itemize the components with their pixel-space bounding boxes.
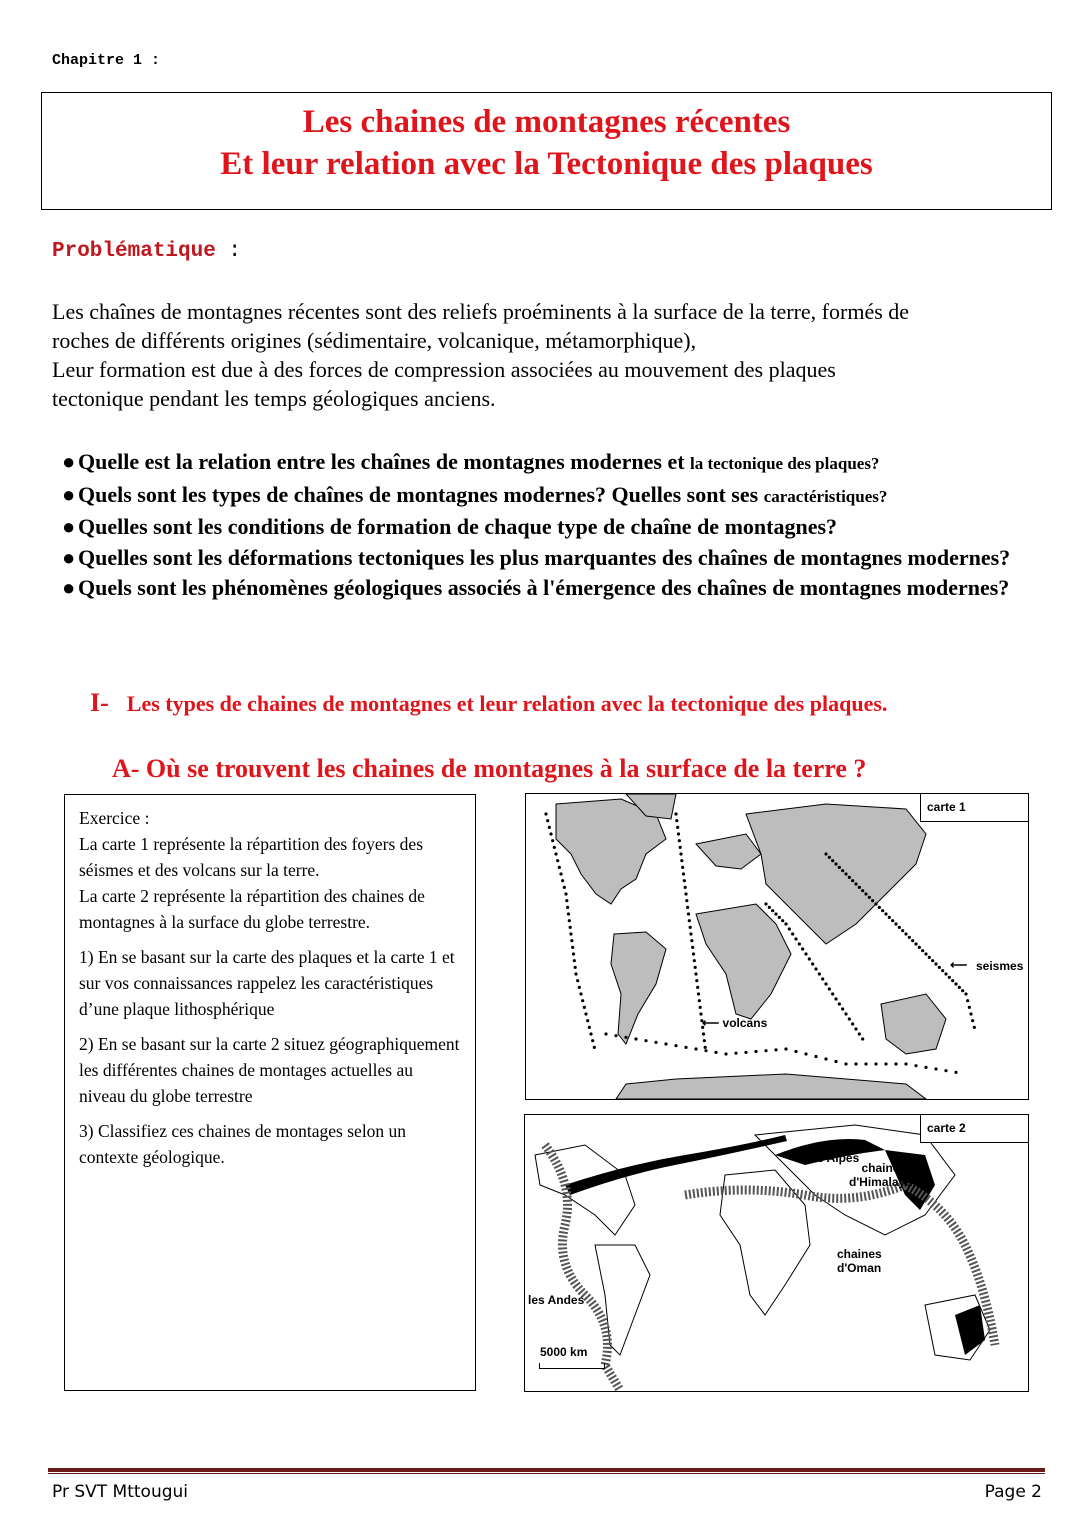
south-america-outline — [595, 1245, 650, 1355]
seism-dot — [694, 1047, 697, 1050]
seism-dot — [854, 1027, 857, 1030]
seism-dot — [854, 882, 857, 885]
question-1-small: la tectonique des plaques? — [690, 454, 880, 473]
seism-dot — [874, 1062, 877, 1065]
problematique-heading — [52, 240, 241, 263]
seism-dot — [954, 1071, 957, 1074]
oman-label-2: d'Oman — [837, 1261, 882, 1275]
seism-dot — [788, 927, 791, 930]
map-2-label: carte 2 — [920, 1115, 1028, 1143]
seism-dot — [824, 1057, 827, 1060]
seism-dot — [824, 852, 827, 855]
question-2 — [62, 480, 1052, 513]
map-2-graphic — [525, 1115, 1029, 1392]
footer-author: Pr SVT Mttougui — [52, 1482, 189, 1502]
seism-dot — [938, 966, 941, 969]
seism-dot — [679, 852, 682, 855]
arrow-left-icon: ⟵ — [702, 1016, 723, 1030]
seism-dot — [834, 862, 837, 865]
volcans-label: volcans — [722, 1016, 768, 1030]
question-1-text: Quelle est la relation entre les chaînes de montagnes modernes et — [78, 449, 691, 474]
question-2-text: Quels sont les types de chaînes de montagnes modernes? Quelles sont ses — [78, 481, 764, 507]
seism-dot — [564, 892, 567, 895]
europe-shape — [696, 834, 761, 869]
seism-dot — [589, 1032, 592, 1035]
seism-dot — [565, 899, 568, 902]
alpes-annotation: les Alpes — [807, 1151, 860, 1165]
seism-dot — [568, 919, 571, 922]
seismes-annotation — [950, 958, 1024, 973]
seism-dot — [584, 1012, 587, 1015]
seism-dot — [764, 902, 767, 905]
seism-dot — [841, 1007, 844, 1010]
seism-dot — [851, 879, 854, 882]
seism-dot — [781, 919, 784, 922]
footer-page-number: Page 2 — [984, 1482, 1042, 1502]
seism-dot — [858, 886, 861, 889]
scale-label: 5000 km — [540, 1345, 588, 1359]
seism-dot — [934, 962, 937, 965]
exercise-heading: Exercice : — [79, 808, 150, 828]
question-5 — [62, 573, 1052, 604]
seism-dot — [834, 1060, 837, 1063]
seism-dot — [680, 859, 683, 862]
title-box — [41, 92, 1052, 210]
seism-dot — [683, 879, 686, 882]
australia-shape — [881, 994, 946, 1054]
seism-dot — [559, 872, 562, 875]
question-3 — [62, 512, 1052, 543]
andes-annotation: les Andes — [528, 1293, 585, 1307]
seism-dot — [944, 1069, 947, 1072]
seism-dot — [969, 1012, 972, 1015]
seism-dot — [554, 852, 557, 855]
seismes-label: seismes — [976, 959, 1024, 973]
antarctica-shape — [616, 1074, 926, 1099]
oman-label-1: chaines — [837, 1247, 882, 1261]
exercise-box — [64, 794, 476, 1391]
seism-dot — [828, 856, 831, 859]
seism-dot — [692, 952, 695, 955]
seism-dot — [971, 1019, 974, 1022]
seism-dot — [911, 939, 914, 942]
seism-dot — [682, 872, 685, 875]
seism-dot — [574, 972, 577, 975]
seism-dot — [904, 1062, 907, 1065]
seism-dot — [688, 919, 691, 922]
seism-dot — [678, 839, 681, 842]
seism-dot — [579, 992, 582, 995]
seism-dot — [644, 1039, 647, 1042]
map-1-label: carte 1 — [920, 794, 1028, 822]
seism-dot — [914, 1064, 917, 1067]
section-1-number: I- — [90, 688, 109, 717]
seism-dot — [687, 912, 690, 915]
seism-dot — [684, 886, 687, 889]
seism-dot — [831, 992, 834, 995]
seism-dot — [567, 912, 570, 915]
seism-dot — [824, 982, 827, 985]
seism-dot — [702, 1032, 705, 1035]
seism-dot — [811, 962, 814, 965]
seism-dot — [934, 1067, 937, 1070]
seism-dot — [948, 976, 951, 979]
seism-dot — [924, 1066, 927, 1069]
oman-annotation — [837, 1247, 882, 1275]
seism-dot — [871, 899, 874, 902]
seism-dot — [861, 1037, 864, 1040]
seism-dot — [798, 942, 801, 945]
seism-dot — [583, 1006, 586, 1009]
exercise-intro — [79, 805, 461, 935]
seism-dot — [928, 956, 931, 959]
seism-dot — [548, 826, 551, 829]
seism-dot — [553, 846, 556, 849]
australia-band — [955, 1305, 985, 1355]
question-1 — [62, 447, 1052, 480]
seism-dot — [591, 1039, 594, 1042]
seism-dot — [834, 997, 837, 1000]
seism-dot — [966, 999, 969, 1002]
seism-dot — [566, 906, 569, 909]
seism-dot — [804, 1052, 807, 1055]
question-5-text: Quels sont les phénomènes géologiques associés à l'émergence des chaînes de montagnes modernes? — [78, 575, 1010, 600]
seism-dot — [848, 876, 851, 879]
seism-dot — [685, 899, 688, 902]
seism-dot — [704, 1049, 707, 1052]
seism-dot — [931, 959, 934, 962]
seism-dot — [574, 966, 577, 969]
seism-dot — [694, 966, 697, 969]
exercise-p1: La carte 1 représente la répartition des foyers des séismes et des volcans sur la terre. — [79, 834, 424, 880]
seism-dot — [784, 922, 787, 925]
title-line-2: Et leur relation avec la Tectonique des plaques — [220, 146, 873, 182]
seism-dot — [814, 1055, 817, 1058]
seism-dot — [546, 819, 549, 822]
seism-dot — [868, 896, 871, 899]
question-4-text: Quelles sont les déformations tectoniques les plus marquantes des chaînes de montagnes modernes? — [78, 544, 1011, 570]
exercise-question-3: 3) Classifiez ces chaines de montages selon un contexte géologique. — [79, 1121, 407, 1167]
seism-dot — [794, 1050, 797, 1053]
map-1 — [525, 793, 1029, 1100]
seism-dot — [973, 1026, 976, 1029]
seism-dot — [588, 1026, 591, 1029]
seism-dot — [924, 952, 927, 955]
seism-dot — [961, 989, 964, 992]
seism-dot — [570, 939, 573, 942]
scale-bar — [539, 1363, 605, 1369]
seism-dot — [544, 812, 547, 815]
bullet-icon: ● — [62, 449, 76, 474]
seism-dot — [698, 999, 701, 1002]
seism-dot — [864, 1062, 867, 1065]
seism-dot — [624, 1036, 627, 1039]
seism-dot — [838, 866, 841, 869]
seism-dot — [881, 909, 884, 912]
seism-dot — [695, 979, 698, 982]
seism-dot — [848, 1017, 851, 1020]
seism-dot — [878, 906, 881, 909]
seism-dot — [549, 832, 552, 835]
seism-dot — [571, 946, 574, 949]
seism-dot — [768, 906, 771, 909]
seism-dot — [561, 879, 564, 882]
intro-line-1: Les chaînes de montagnes récentes sont des reliefs proéminents à la surface de la terre, formés de — [52, 299, 910, 324]
seism-dot — [696, 986, 699, 989]
seism-dot — [689, 926, 692, 929]
south-america-shape — [611, 932, 666, 1044]
seism-dot — [801, 947, 804, 950]
seism-dot — [831, 859, 834, 862]
seism-dot — [804, 952, 807, 955]
intro-line-4: tectonique pendant les temps géologiques anciens. — [52, 386, 496, 411]
seism-dot — [851, 1022, 854, 1025]
seism-dot — [676, 826, 679, 829]
seism-dot — [861, 889, 864, 892]
exercise-question-2: 2) En se basant sur la carte 2 situez géographiquement les différentes chaines de montages actuelles au niveau du globe terrestre — [79, 1034, 460, 1106]
seism-dot — [818, 972, 821, 975]
seism-dot — [694, 972, 697, 975]
seism-dot — [874, 902, 877, 905]
seism-dot — [569, 926, 572, 929]
seism-dot — [918, 946, 921, 949]
seism-dot — [791, 932, 794, 935]
seism-dot — [964, 992, 967, 995]
himalaya-label-1: chaine — [861, 1161, 900, 1175]
seism-dot — [677, 832, 680, 835]
seism-dot — [968, 1006, 971, 1009]
seism-dot — [771, 909, 774, 912]
seism-dot — [690, 939, 693, 942]
seism-dot — [664, 1042, 667, 1045]
intro-line-2: roches de différents origines (sédimentaire, volcanique, métamorphique), — [52, 328, 697, 353]
section-1-title: Les types de chaines de montagnes et leur relation avec la tectonique des plaques. — [126, 691, 888, 716]
seism-dot — [844, 872, 847, 875]
seism-dot — [814, 967, 817, 970]
himalaya-label-2: d'Himalaya — [849, 1175, 912, 1189]
seism-dot — [714, 1051, 717, 1054]
question-3-text: Quelles sont les conditions de formation de chaque type de chaîne de montagnes? — [78, 514, 838, 539]
seism-dot — [563, 886, 566, 889]
section-1-heading — [90, 688, 887, 718]
arrow-left-icon: ⟵ — [950, 958, 968, 972]
bullet-icon: ● — [62, 575, 76, 600]
seism-dot — [941, 969, 944, 972]
map-1-graphic — [526, 794, 1029, 1100]
seism-dot — [593, 1046, 596, 1049]
seism-dot — [778, 916, 781, 919]
seism-dot — [684, 1046, 687, 1049]
seism-dot — [821, 977, 824, 980]
seism-dot — [634, 1037, 637, 1040]
seism-dot — [576, 979, 579, 982]
seism-dot — [891, 919, 894, 922]
seism-dot — [794, 937, 797, 940]
title-line-1: Les chaines de montagnes récentes — [302, 104, 791, 140]
seism-dot — [951, 979, 954, 982]
volcans-annotation — [702, 1016, 767, 1030]
seism-dot — [675, 819, 678, 822]
seism-dot — [894, 922, 897, 925]
north-america-outline — [535, 1145, 635, 1235]
africa-shape — [696, 904, 791, 1019]
seism-dot — [958, 986, 961, 989]
himalaya-annotation — [849, 1161, 912, 1189]
seism-dot — [898, 926, 901, 929]
seism-dot — [573, 959, 576, 962]
seism-dot — [894, 1062, 897, 1065]
seism-dot — [679, 846, 682, 849]
seism-dot — [844, 1062, 847, 1065]
seism-dot — [581, 999, 584, 1002]
seism-dot — [828, 987, 831, 990]
seism-dot — [774, 1048, 777, 1051]
seism-dot — [614, 1034, 617, 1037]
exercise-question-1: 1) En se basant sur la carte des plaques et la carte 1 et sur vos connaissances rappelez les caractéristiques d’une plaque lithosphérique — [79, 947, 455, 1019]
seism-dot — [854, 1062, 857, 1065]
seism-dot — [691, 946, 694, 949]
seism-dot — [681, 866, 684, 869]
problematique-label: Problématique — [52, 240, 216, 263]
seism-dot — [699, 1006, 702, 1009]
seism-dot — [901, 929, 904, 932]
seism-dot — [858, 1032, 861, 1035]
seism-dot — [556, 859, 559, 862]
seism-dot — [686, 906, 689, 909]
question-4 — [62, 543, 1052, 574]
bullet-icon: ● — [62, 544, 76, 570]
seism-dot — [844, 1012, 847, 1015]
seism-dot — [841, 869, 844, 872]
questions-list — [62, 447, 1052, 604]
seism-dot — [586, 1019, 589, 1022]
seism-dot — [604, 1032, 607, 1035]
seism-dot — [558, 866, 561, 869]
seism-dot — [954, 982, 957, 985]
seism-dot — [944, 972, 947, 975]
seism-dot — [654, 1041, 657, 1044]
map-2 — [524, 1114, 1029, 1392]
seism-dot — [888, 916, 891, 919]
seism-dot — [838, 1002, 841, 1005]
footer-rule — [48, 1468, 1045, 1474]
seism-dot — [572, 952, 575, 955]
seism-dot — [908, 936, 911, 939]
seism-dot — [674, 1044, 677, 1047]
seism-dot — [764, 1049, 767, 1052]
bullet-icon: ● — [62, 481, 76, 507]
seism-dot — [704, 1046, 707, 1049]
seism-dot — [754, 1050, 757, 1053]
seism-dot — [693, 959, 696, 962]
seism-dot — [697, 992, 700, 995]
chapter-label: Chapitre 1 : — [52, 52, 161, 69]
seism-dot — [774, 912, 777, 915]
seism-dot — [703, 1039, 706, 1042]
seism-dot — [684, 892, 687, 895]
section-a-heading: A- Où se trouvent les chaines de montagnes à la surface de la terre ? — [112, 754, 867, 783]
seism-dot — [689, 932, 692, 935]
seism-dot — [808, 957, 811, 960]
seism-dot — [784, 1047, 787, 1050]
seism-dot — [674, 812, 677, 815]
problematique-colon: : — [215, 240, 242, 263]
seism-dot — [551, 839, 554, 842]
seism-dot — [884, 1062, 887, 1065]
seism-dot — [578, 986, 581, 989]
intro-paragraph — [52, 297, 1052, 413]
seism-dot — [744, 1051, 747, 1054]
seism-dot — [864, 892, 867, 895]
bullet-icon: ● — [62, 514, 76, 539]
seism-dot — [921, 949, 924, 952]
seism-dot — [884, 912, 887, 915]
seism-dot — [569, 932, 572, 935]
seism-dot — [914, 942, 917, 945]
exercise-p2: La carte 2 représente la répartition des chaines de montagnes à la surface du globe terrestre. — [79, 886, 425, 932]
question-2-small: caractéristiques? — [763, 486, 888, 506]
intro-line-3: Leur formation est due à des forces de compression associées au mouvement des plaques — [52, 357, 836, 382]
seism-dot — [904, 932, 907, 935]
seism-dot — [734, 1052, 737, 1055]
seism-dot — [724, 1052, 727, 1055]
